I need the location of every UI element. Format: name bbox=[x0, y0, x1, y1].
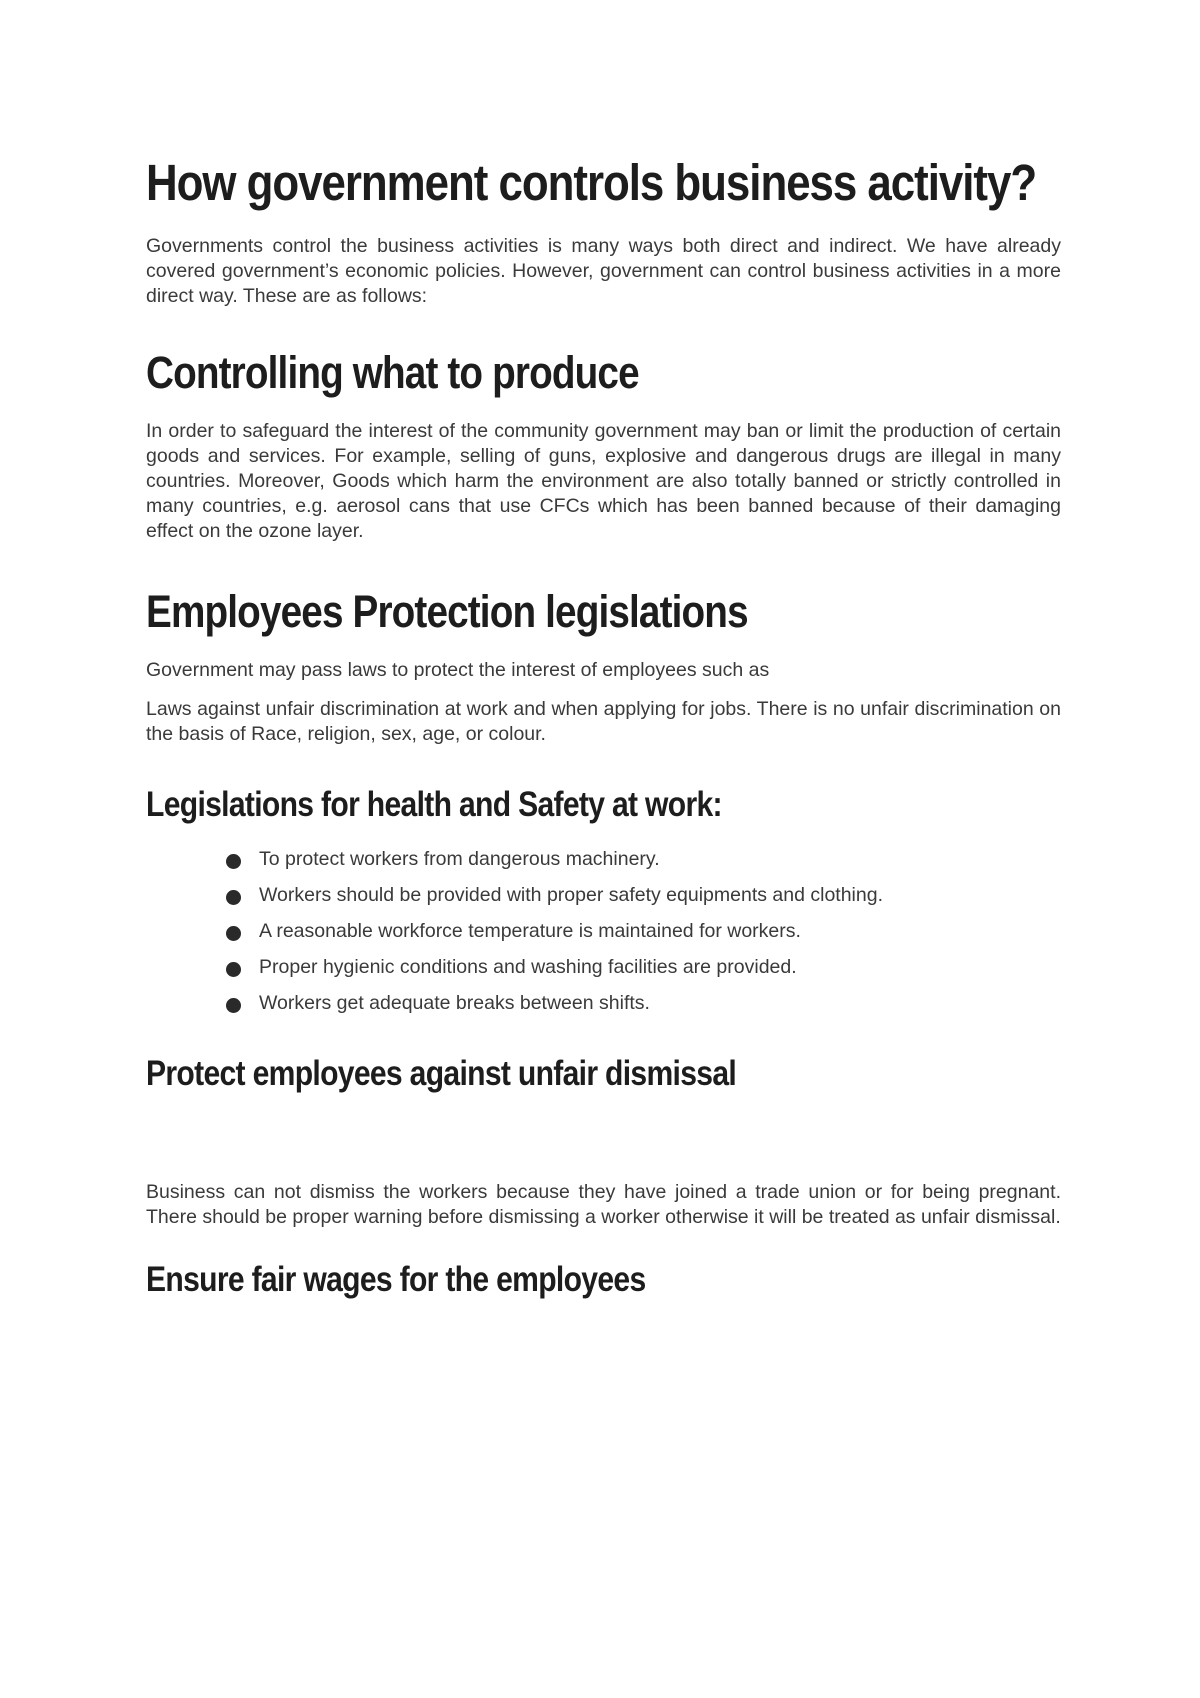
section-heading-employee-protection: Employees Protection legislations bbox=[146, 586, 748, 637]
list-item-text: To protect workers from dangerous machinery. bbox=[259, 848, 660, 870]
section-heading-unfair-dismissal: Protect employees against unfair dismissal bbox=[146, 1054, 737, 1093]
section-text-discrimination-laws: Laws against unfair discrimination at work and when applying for jobs. There is no unfair discrimination on the basis of Race, religion, sex, age, or colour. bbox=[146, 698, 1061, 745]
section-text-unfair-dismissal: Business can not dismiss the workers because they have joined a trade union or for being pregnant. There should be proper warning before dismissing a worker otherwise it will be treated as unfair dismissal. bbox=[146, 1181, 1061, 1228]
section-heading-fair-wages: Ensure fair wages for the employees bbox=[146, 1260, 646, 1299]
bullet-icon bbox=[226, 962, 241, 977]
page-title: How government controls business activity? bbox=[146, 154, 1037, 211]
list-item-text: A reasonable workforce temperature is maintained for workers. bbox=[259, 920, 801, 942]
document-content bbox=[146, 146, 1061, 1302]
bullet-icon bbox=[226, 926, 241, 941]
section-heading-controlling-production: Controlling what to produce bbox=[146, 347, 639, 398]
list-item-text: Workers get adequate breaks between shifts. bbox=[259, 992, 650, 1014]
health-safety-list bbox=[146, 847, 1061, 1016]
section-heading-health-safety: Legislations for health and Safety at work: bbox=[146, 785, 722, 824]
list-item bbox=[226, 847, 1061, 872]
list-item-text: Workers should be provided with proper safety equipments and clothing. bbox=[259, 884, 883, 906]
list-item-text: Proper hygienic conditions and washing facilities are provided. bbox=[259, 956, 797, 978]
list-item bbox=[226, 883, 1061, 908]
list-item bbox=[226, 955, 1061, 980]
section-text-employee-protection-intro: Government may pass laws to protect the interest of employees such as bbox=[146, 659, 770, 681]
list-item bbox=[226, 919, 1061, 944]
bullet-icon bbox=[226, 854, 241, 869]
list-item bbox=[226, 991, 1061, 1016]
intro-paragraph: Governments control the business activities is many ways both direct and indirect. We have already covered government’s economic policies. However, government can control business activities in a more direct way. These are as follows: bbox=[146, 235, 1061, 307]
bullet-icon bbox=[226, 998, 241, 1013]
bullet-icon bbox=[226, 890, 241, 905]
section-text-controlling-production: In order to safeguard the interest of the community government may ban or limit the production of certain goods and services. For example, selling of guns, explosive and dangerous drugs are illegal in many countries. Moreover, Goods which harm the environment are also totally banned or strictly controlled in many countries, e.g. aerosol cans that use CFCs which has been banned because of their damaging effect on the ozone layer. bbox=[146, 420, 1061, 542]
